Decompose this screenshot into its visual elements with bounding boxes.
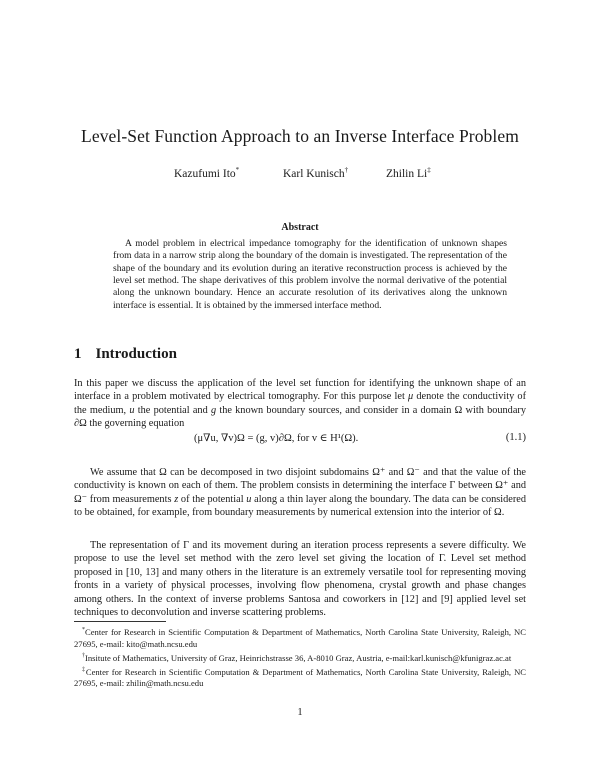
footnote-divider — [74, 621, 166, 622]
abstract-text: A model problem in electrical impedance tomography for the identification of unknown shapes from data in a narrow strip along the boundary of the domain is investigated. The representation of the shape of the boundary and its evolution during an iterative reconstruction process is achieved by the level set method. The shape derivatives of this problem involve the normal derivative of the potential along the unknown boundary. Hence an accurate resolution of its derivatives along the unknown interface is essential. It is obtained by the immersed interface method. — [113, 238, 507, 311]
footnote-text: Center for Research in Scientific Computation & Department of Mathematics, North Carolina State University, Raleigh, NC 27695, e-mail: zhilin@math.ncsu.edu — [74, 666, 527, 689]
text-run: We assume that Ω can be decomposed in two disjoint subdomains Ω⁺ and Ω⁻ and that the value of the conductivity is known on each of them. The problem consists in determining the interface Γ between Ω⁺ and Ω⁻ from measurements — [74, 467, 526, 505]
equation-number: (1.1) — [505, 432, 526, 443]
author-li — [386, 166, 431, 180]
text-run: denote the conductivity of the medium, — [74, 391, 527, 416]
text-run: of the potential — [178, 493, 247, 505]
footnote-kunisch — [74, 651, 526, 665]
intro-paragraph-2 — [74, 466, 526, 520]
section-title: Introduction — [95, 346, 177, 362]
author-ito — [174, 166, 239, 180]
author-name: Zhilin Li — [386, 167, 428, 180]
text-run: In this paper we discuss the application of the level set function for identifying the unknown shape of an interface in a problem motivated by electrical tomography. For this purpose let — [74, 378, 526, 403]
footnote-mark: ‡ — [82, 666, 86, 673]
paper-title: Level-Set Function Approach to an Inverse Interface Problem — [81, 126, 519, 146]
section-heading — [74, 346, 177, 363]
equation-1-1 — [74, 432, 526, 448]
author-mark: ‡ — [427, 166, 431, 174]
abstract-heading: Abstract — [281, 222, 319, 233]
equation-body: (μ∇u, ∇v)Ω = (g, v)∂Ω, for v ∈ H¹(Ω). — [194, 433, 359, 444]
author-mark: † — [344, 166, 349, 174]
footnote-text: Insitute of Mathematics, University of Graz, Heinrichstrasse 36, A-8010 Graz, Austria, e-mail:karl.kunisch@kfunigraz.ac.at — [85, 652, 512, 663]
author-kunisch — [283, 166, 348, 180]
footnote-ito — [74, 625, 526, 650]
text-run: the potential and — [134, 404, 211, 416]
intro-paragraph-3: The representation of Γ and its movement during an iteration process represents a severe difficulty. We propose to use the level set method with the zero level set giving the location of Γ. Level set method proposed in [10, 13] and many others in the literature is an extremely versatile tool for representing moving fronts in a variety of physical processes, involving flow phenomena, crystal growth and phase changes among others. In the context of inverse problems Santosa and coworkers in [12] and [9] applied level set techniques to deconvolution and inverse scattering problems. — [74, 540, 526, 619]
math-var: u — [246, 493, 252, 505]
math-var: μ — [408, 391, 414, 403]
text-run: the known boundary sources, and consider in a domain Ω with boundary ∂Ω the governing equation — [74, 404, 526, 430]
footnote-mark: * — [82, 627, 85, 633]
footnote-mark: † — [82, 652, 85, 659]
intro-paragraph-1 — [74, 377, 526, 431]
text-run: along a thin layer along the boundary. The data can be considered to be obtained, for example, from boundary measurements by numerical extension into the interior of Ω. — [74, 493, 527, 519]
footnote-li — [74, 665, 526, 690]
author-name: Kazufumi Ito — [174, 167, 236, 180]
author-name: Karl Kunisch — [283, 167, 345, 180]
math-var: u — [129, 404, 135, 416]
math-var: z — [174, 493, 179, 505]
section-number: 1 — [74, 346, 82, 362]
author-mark: * — [235, 166, 240, 174]
footnote-text: Center for Research in Scientific Computation & Department of Mathematics, North Carolina State University, Raleigh, NC 27695, e-mail: kito@math.ncsu.edu — [74, 626, 526, 649]
page-number: 1 — [297, 707, 303, 718]
math-var: g — [210, 404, 217, 416]
footnotes — [74, 625, 526, 691]
